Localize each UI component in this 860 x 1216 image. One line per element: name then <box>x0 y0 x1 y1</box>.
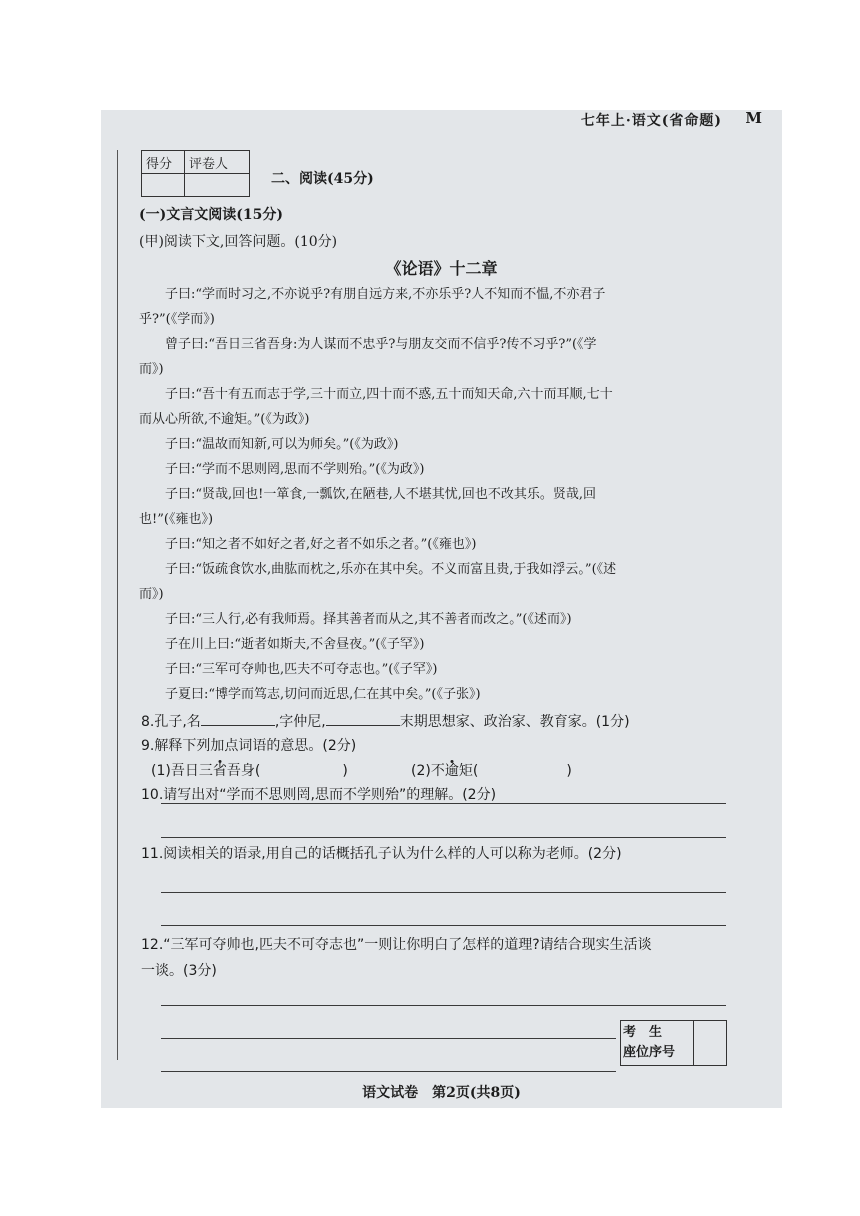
exam-page <box>101 110 782 1108</box>
score-label: 得分 <box>142 151 185 174</box>
passage-paragraph: 子曰:“吾十有五而志于学,三十而立,四十而不惑,五十而知天命,六十而耳顺,七十 而从心所欲,不逾矩。”(《为政》) <box>139 387 613 427</box>
subsection-title: (一)文言文阅读(15分) <box>139 207 283 223</box>
score-cell[interactable] <box>142 174 185 197</box>
passage-paragraph: 子曰:“饭疏食饮水,曲肱而枕之,乐亦在其中矣。不义而富且贵,于我如浮云。”(《述 而》) <box>139 562 617 602</box>
header-title: 七年上·语文(省命题) <box>580 113 722 129</box>
passage-paragraph: 曾子曰:“吾日三省吾身:为人谋而不忠乎?与朋友交而不信乎?传不习乎?”(《学 而》) <box>139 337 597 377</box>
passage-paragraph: 子曰:“三军可夺帅也,匹夫不可夺志也。”(《子罕》) <box>165 662 438 677</box>
question-12: 12.“三军可夺帅也,匹夫不可夺志也”一则让你明白了怎样的道理?请结合现实生活谈 一谈。(3分) <box>141 937 652 979</box>
passage-paragraph: 子曰:“学而时习之,不亦说乎?有朋自远方来,不亦乐乎?人不知而不愠,不亦君子 乎?”(《学而》) <box>139 287 606 327</box>
binding-margin-line <box>117 150 118 1060</box>
answer-line[interactable] <box>161 1071 616 1072</box>
page-footer: 语文试卷 第2页(共8页) <box>362 1085 521 1101</box>
subsection-instruction: (甲)阅读下文,回答问题。(10分) <box>139 234 338 250</box>
passage-paragraph: 子曰:“温故而知新,可以为师矣。”(《为政》) <box>165 437 399 452</box>
emphasis-dot-char: 省 <box>212 763 227 779</box>
seat-number-box <box>620 1020 727 1066</box>
answer-line[interactable] <box>161 925 726 926</box>
seat-number-cell[interactable] <box>694 1021 727 1066</box>
question-8: 8.孔子,名 ,字仲尼, 末期思想家、政治家、教育家。(1分) <box>141 711 630 731</box>
answer-line[interactable] <box>161 1038 616 1039</box>
passage-paragraph: 子曰:“贤哉,回也!一箪食,一瓢饮,在陋巷,人不堪其忧,回也不改其乐。贤哉,回 也!”(《雍也》) <box>139 487 597 527</box>
passage-paragraph: 子夏曰:“博学而笃志,切问而近思,仁在其中矣。”(《子张》) <box>165 687 481 702</box>
question-9: 9.解释下列加点词语的意思。(2分) <box>141 738 357 754</box>
passage-paragraph: 子曰:“三人行,必有我师焉。择其善者而从之,其不善者而改之。”(《述而》) <box>165 612 572 627</box>
seat-label: 考 生 座位序号 <box>621 1021 694 1066</box>
q9-item-1: (1)吾日三省吾身( ) <box>151 763 348 779</box>
passage-paragraph: 子曰:“知之者不如好之者,好之者不如乐之者。”(《雍也》) <box>165 537 477 552</box>
passage-paragraph: 子曰:“学而不思则罔,思而不学则殆。”(《为政》) <box>165 462 425 477</box>
answer-line[interactable] <box>161 837 726 838</box>
passage-paragraph: 子在川上曰:“逝者如斯夫,不舍昼夜。”(《子罕》) <box>165 637 425 652</box>
score-box <box>141 150 250 197</box>
question-10: 10.请写出对“学而不思则罔,思而不学则殆”的理解。(2分) <box>141 787 497 803</box>
q9-item-2: (2)不逾矩( ) <box>411 763 572 779</box>
q8-blank-name[interactable] <box>201 711 275 726</box>
grader-cell[interactable] <box>185 174 250 197</box>
answer-line[interactable] <box>161 803 726 804</box>
passage-title: 《论语》十二章 <box>385 259 498 278</box>
question-11: 11.阅读相关的语录,用自己的话概括孔子认为什么样的人可以称为老师。(2分) <box>141 846 622 862</box>
emphasis-dot-char: 逾 <box>444 763 459 779</box>
answer-line[interactable] <box>161 892 726 893</box>
answer-line[interactable] <box>161 1005 726 1006</box>
grader-label: 评卷人 <box>185 151 250 174</box>
q8-blank-era[interactable] <box>326 711 400 726</box>
header-mark: M <box>745 109 762 127</box>
section-title: 二、阅读(45分) <box>271 171 374 187</box>
